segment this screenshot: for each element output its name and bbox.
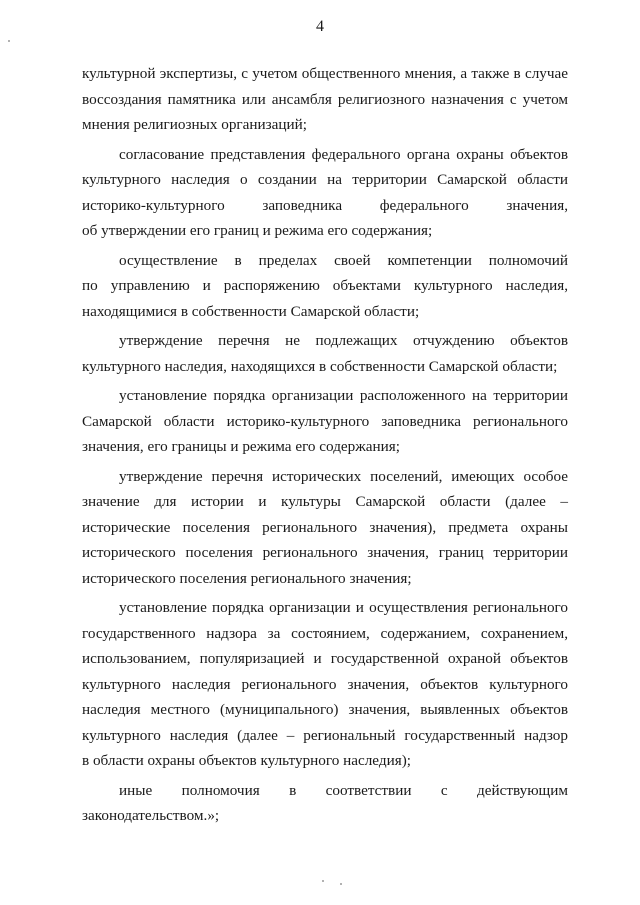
text-line: историко-культурного заповедника федерального значения,: [82, 196, 568, 214]
text-line: государственного надзора за состоянием, содержанием, сохранением,: [82, 624, 568, 642]
scan-speck: [322, 880, 324, 882]
text-line: исторического поселения регионального значения;: [82, 569, 412, 587]
scan-speck: [8, 40, 10, 42]
text-line: мнения религиозных организаций;: [82, 116, 307, 133]
text-line: Самарской области историко-культурного заповедника регионального: [82, 412, 568, 430]
text-line: согласование представления федерального органа охраны объектов: [119, 145, 568, 163]
page-number: 4: [316, 18, 324, 35]
text-line: культурного наследия (далее – региональный государственный надзор: [82, 726, 568, 744]
text-line: культурного наследия регионального значения, объектов культурного: [82, 675, 568, 693]
text-line: культурного наследия, находящихся в собственности Самарской области;: [82, 357, 558, 375]
text-line: значения, его границы и режима его содержания;: [82, 438, 400, 455]
text-line: культурной экспертизы, с учетом общественного мнения, а также в случае: [82, 65, 568, 82]
text-line: в области охраны объектов культурного наследия);: [82, 752, 411, 769]
text-line: иные полномочия в соответствии с действующим: [119, 781, 568, 799]
text-line: об утверждении его границ и режима его содержания;: [82, 222, 433, 239]
text-line: законодательством.»;: [82, 807, 220, 824]
text-line: установление порядка организации и осуществления регионального: [119, 599, 568, 616]
text-line: исторического поселения регионального значения, границ территории: [82, 544, 568, 561]
text-line: утверждение перечня исторических поселений, имеющих особое: [119, 467, 568, 485]
text-line: установление порядка организации расположенного на территории: [119, 387, 568, 404]
text-line: осуществление в пределах своей компетенции полномочий: [119, 251, 568, 269]
text-line: наследия местного (муниципального) значения, выявленных объектов: [82, 701, 568, 718]
scan-speck: [340, 883, 342, 885]
text-line: значение для истории и культуры Самарской области (далее –: [82, 493, 568, 510]
text-line: находящимися в собственности Самарской области;: [82, 302, 420, 320]
text-line: утверждение перечня не подлежащих отчуждению объектов: [119, 332, 568, 349]
text-line: культурного наследия о создании на территории Самарской области: [82, 171, 568, 188]
text-line: по управлению и распоряжению объектами культурного наследия,: [82, 277, 568, 294]
text-line: использованием, популяризацией и государственной охраной объектов: [82, 650, 568, 667]
text-line: воссоздания памятника или ансамбля религиозного назначения с учетом: [82, 90, 568, 108]
text-line: исторические поселения регионального значения), предмета охраны: [82, 518, 568, 536]
document-body: [82, 61, 568, 829]
